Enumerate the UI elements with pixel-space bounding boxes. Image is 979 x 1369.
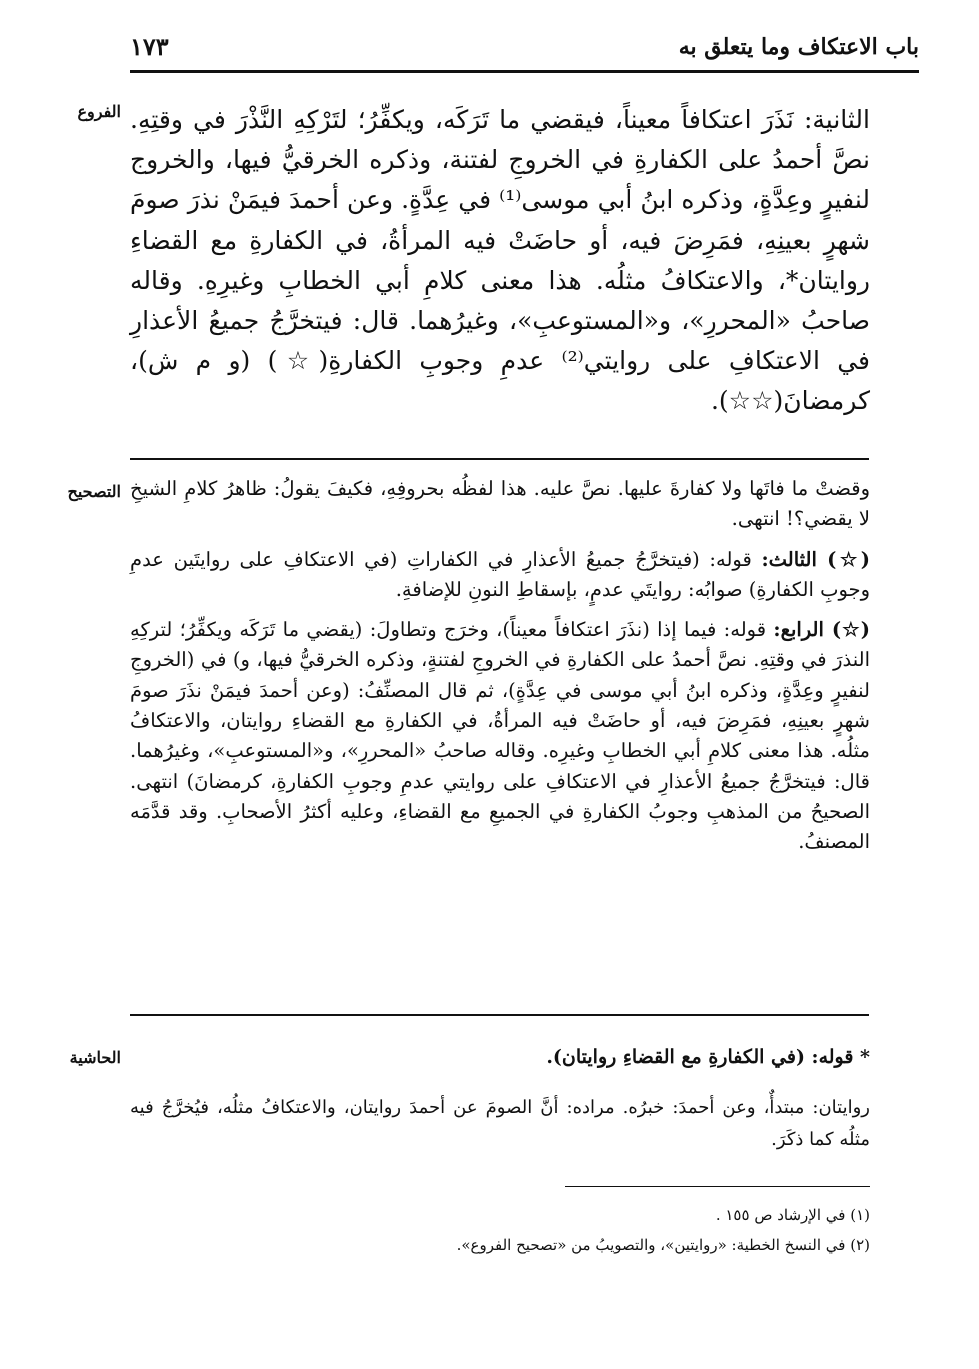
tashih-fourth-lead: (☆) الرابع: bbox=[773, 618, 870, 642]
furu-section bbox=[130, 100, 870, 422]
hashiya-heading: * قوله: (في الكفارةِ مع القضاءِ روايتان). bbox=[546, 1046, 870, 1068]
page-header bbox=[130, 26, 919, 73]
label-tashih: التصحيح bbox=[67, 482, 121, 501]
tashih-section bbox=[130, 474, 870, 858]
tashih-intro: وقضتْ ما فاتَها ولا كفارةَ عليها. نصَّ عليه. هذا لفظُه بحروفِهِ، فكيفَ يقولُ: ظاهرُ كلامِ الشيخِ لا يقضي؟! انتهى. bbox=[130, 477, 870, 531]
page-number: ١٧٣ bbox=[130, 32, 169, 61]
tashih-fourth-text: قوله: فيما إذا (نذَرَ اعتكافاً معيناً)، وخرَج وتطاولَ: (يقضي ما تَرَكَه ويكفِّرُ؛ لتركِهِ النذرَ في وقتِهِ. نصَّ أحمدُ على الكفارةِ في الخروجِ لفتنةٍ، وذكره الخرقيُّ فيها، و) في (الخروجِ لنفيرٍ وعِدَّةٍ، وذكره ابنُ أبي موسى في عِدَّةٍ)، ثم قال المصنِّفُ: (وعن أحمدَ فيمَنْ نذَرَ صومَ شهرٍ بعينِهِ، فمَرِضَ فيه، أو حاضَتْ فيه المرأةُ، في الكفارةِ مع القضاءِ روايتان، والاعتكافُ مثلُه. هذا معنى كلامِ أبي الخطابِ وغيرِه. وقاله صاحبُ «المحررِ»، و«المستوعبِ»، وغيرُهما. قال: فيتخرَّجُ جميعُ الأعذارِ في الاعتكافِ على روايتي عدمِ وجوبِ الكفارةِ، كرمضانَ) انتهى. الصحيحُ من المذهبِ وجوبُ الكفارةِ في الجميعِ مع القضاءِ، وعليه أكثرُ الأصحابِ. وقد قدَّمَه المصنفُ. bbox=[130, 618, 870, 854]
footnote: (٢) في النسخ الخطية: «روايتين»، والتصويبُ من «تصحيح الفروع». bbox=[456, 1236, 870, 1254]
hashiya-text: روايتان: مبتدأٌ، وعن أحمدَ: خبرُه. مراده: أنَّ الصومَ عن أحمدَ روايتان، والاعتكافُ مثلُه، فيُخرَّجُ فيه مثلُه كما ذكَرَ. bbox=[130, 1097, 870, 1150]
section-divider bbox=[130, 458, 869, 460]
tashih-third-lead: (☆) الثالث: bbox=[761, 547, 870, 571]
tashih-fourth-paragraph bbox=[130, 615, 870, 857]
footnote: (١) في الإرشاد ص ١٥٥ . bbox=[715, 1206, 870, 1224]
section-divider bbox=[130, 1014, 869, 1016]
furu-text: الثانية: نَذَرَ اعتكافاً معيناً، فيقضي ما تَرَكَه، ويكفِّرُ؛ لتَرْكِهِ النَّذْرَ في وقتِهِ. نصَّ أحمدُ على الكفارةِ في الخروجِ لفتنة، وذكره الخرقيُّ فيها، والخروج لنفيرٍ وعِدَّةٍ، وذكره ابنُ أبي موسى⁽¹⁾ في عِدَّةٍ. وعن أحمدَ فيمَنْ نذرَ صومَ شهرٍ بعينِهِ، فمَرِضَ فيه، أو حاضَتْ فيه المرأةُ، في الكفارةِ مع القضاءِ روايتان*، والاعتكافُ مثلُه. هذا معنى كلامِ أبي الخطابِ وغيرِهِ. وقاله صاحبُ «المحررِ»، و«المستوعبِ»، وغيرُهما. قال: فيتخرَّجُ جميعُ الأعذارِ في الاعتكافِ على روايتي⁽²⁾ عدمِ وجوبِ الكفارةِ(☆) (و م ش)، كرمضانَ(☆☆). bbox=[130, 105, 871, 416]
hashiya-section bbox=[130, 1042, 870, 1156]
running-title: باب الاعتكاف وما يتعلق به bbox=[678, 34, 919, 60]
footnote-divider bbox=[565, 1186, 870, 1187]
tashih-third-paragraph bbox=[130, 545, 870, 606]
footnotes bbox=[130, 1200, 870, 1260]
tashih-third-text: قوله: (فيتخرَّجُ جميعُ الأعذارِ في الكفاراتِ (في الاعتكافِ على روايتَين عدمِ وجوبِ الكفارةِ) صوابُه: روايتَي عدمٍ، بإسقاطِ النونِ للإضافةِ. bbox=[130, 547, 870, 601]
label-furu: الفروع bbox=[77, 102, 121, 121]
label-hashiya: الحاشية bbox=[69, 1048, 121, 1067]
